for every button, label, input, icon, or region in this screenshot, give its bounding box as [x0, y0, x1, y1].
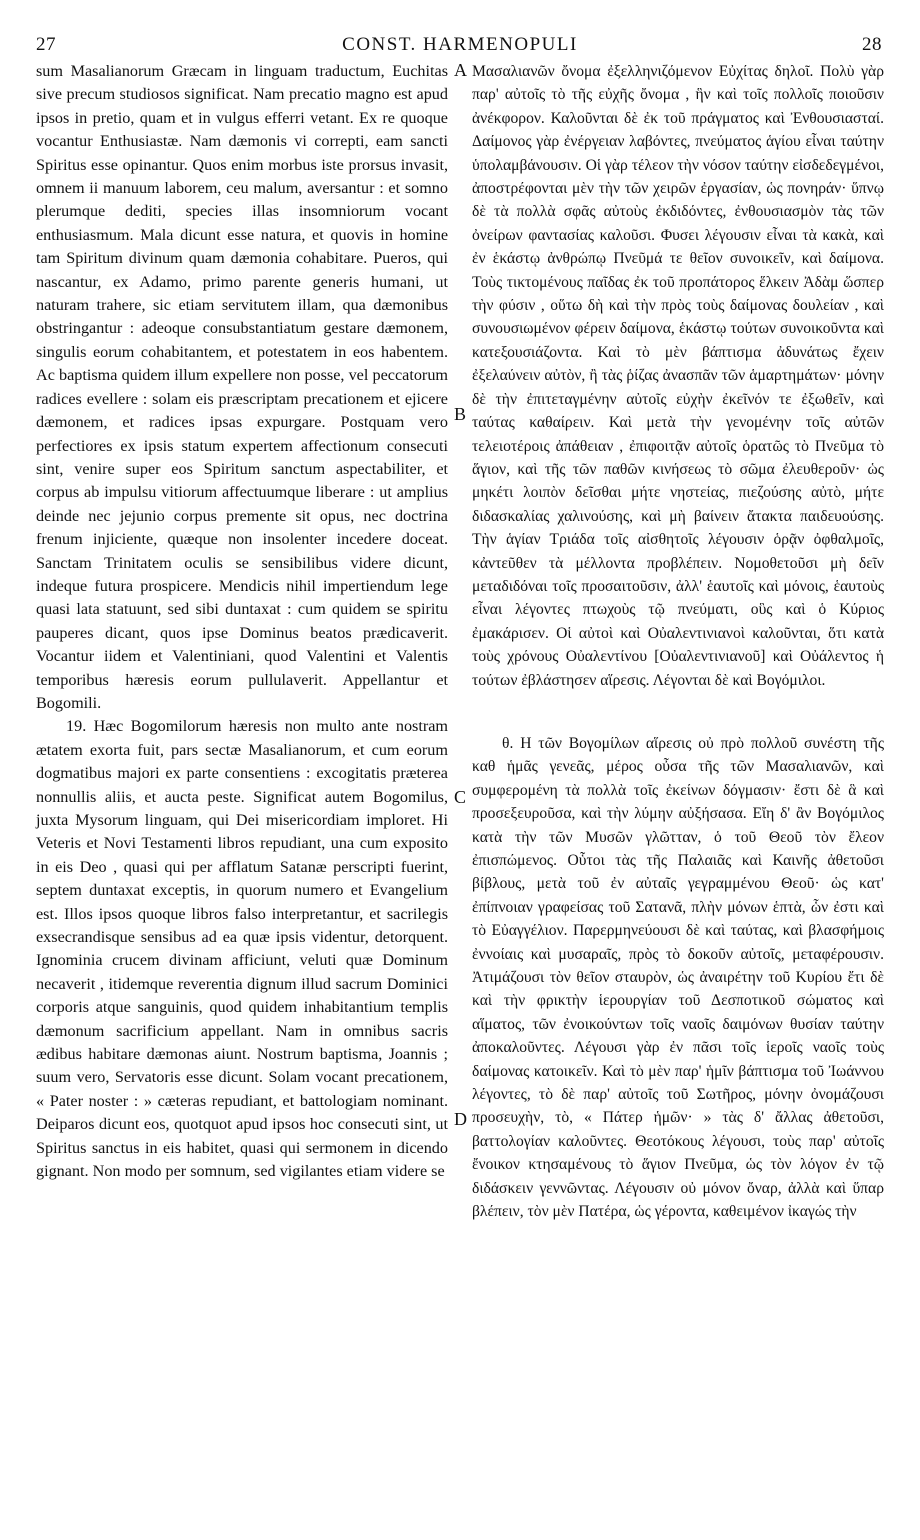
running-title: CONST. HARMENOPULI	[342, 34, 578, 55]
margin-marker-b: B	[454, 404, 467, 424]
greek-paragraph-1: Μασαλιανῶν ὄνομα ἐξελληνιζόμενον Εὐχίτας δηλοῖ. Πολὺ γὰρ παρ' αὐτοῖς τὸ τῆς εὐχῆς ὄνομα , ἣν καὶ τοῖς πολλοῖς ποιοῦσιν ἀνέκφορον. Καλοῦνται δὲ ἐκ τοῦ πράγματος καὶ Ἐνθουσιασταί. Δαίμονος γὰρ ἐνέργειαν λαβόντες, πνεύματος ἁγίου εἶναι ταύτην ὑπολαμβάνουσιν. Οἱ γὰρ τέλεον τὴν νόσον ταύτην εἰσδεδεγμένοι, ἀποστρέφονται μὲν τὴν τῶν χειρῶν ἐργασίαν, ὡς πονηράν· ὕπνῳ δὲ τὰ πολλὰ σφᾶς αὐτοὺς ἐκδιδόντες, ἐνθουσιασμὸν τὰς τῶν ὀνείρων φαντασίας καλοῦσι. Φυσει λέγουσιν εἶναι τὰ κακὰ, καὶ ἐν ἑκάστῳ ἀνθρώπῳ Πνεῦμά τε θεῖον συνοικεῖν, καὶ δαίμονα. Τοὺς τικτομένους παῖδας ἐκ τοῦ προπάτορος ἕλκειν Ἀδὰμ ὥσπερ τὴν φύσιν , οὕτω δὴ καὶ τὴν πρὸς τοὺς δαίμονας δουλείαν , καὶ συνουσιωμένον φέρειν δαίμονα, ἑκάστῳ τούτων συνοικοῦντα καὶ κατεξουσιάζοντα. Καὶ τὸ μὲν βάπτισμα ἀδυνάτως ἔχειν ἐξελαύνειν αὐτὸν, ἢ τὰς ῥίζας ἀνασπᾶν τῶν ἁμαρτημάτων· μόνην δὲ τὴν ἐπιτεταγμένην αὐτοῖς εὐχὴν ἐκεῖνόν τε ἐξωθεῖν, καὶ ταύτας καθαίρειν. Καὶ μετὰ τὴν γενομένην τοῖς αὐτῶν τελειοτέροις ἀπάθειαν , ἐπιφοιτᾷν αὐτοῖς ὁρατῶς τὸ Πνεῦμα τὸ ἅγιον, καὶ τῆς τῶν παθῶν κινήσεως τὸ σῶμα ἐλευθεροῦν· ὡς μηκέτι λοιπὸν δεῖσθαι μήτε νηστείας, πιεζούσης αὐτὸ, μήτε διδασκαλίας χαλινούσης, καὶ μὴ βαίνειν ἄτακτα παιδευούσης. Τὴν ἁγίαν Τριάδα τοῖς αἰσθητοῖς λέγουσιν ὁρᾷν ὀφθαλμοῖς, κἀντεῦθεν τὰ μέλλοντα προβλέπειν. Νομοθετοῦσι μὴ δεῖν μεταδιδόναι τοῖς προσαιτοῦσιν, ἀλλ' ἑαυτοῖς καὶ μόνοις, ἑαυτοὺς εἶναι λέγοντες πτωχοὺς τῷ πνεύματι, οὓς καὶ ὁ Κύριος ἐμακάρισεν. Οἱ αὐτοὶ καὶ Οὐαλεντινιανοὶ καλοῦνται, ὅτι κατὰ τοὺς χρόνους Οὐαλεντίνου [Οὐαλεντινιανοῦ] καὶ Οὐάλεντος ἡ τούτων ἐβλάστησεν αἵρεσις. Λέγονται δὲ καὶ Βογόμιλοι.	[472, 63, 884, 689]
margin-marker-c: C	[454, 787, 467, 807]
latin-paragraph-19: 19. Hæc Bogomilorum hæresis non multo ante nostram ætatem exorta fuit, pars sectæ Masalianorum, et cum eorum dogmatibus majori ex parte consentiens : excogitatis præterea nonnullis aliis, et aucta peste. Significat autem Bogomilus, juxta Mysorum linguam, qui Dei misericordiam imploret. Hi Veteris et Novi Testamenti libros repudiant, una cum exposito in eis Deo , quasi qui per afflatum Satanæ perscripti fuerint, septem duntaxat exceptis, in quorum numero et Evangelium est. Illos ipsos quoque libros falso interpretantur, et sacrilegis exsecrandisque sensibus ad ea quæ ipsis videntur, detorquent. Ignominia crucem divinam afficiunt, veluti quæ Dominum necaverit , itidemque reverentia dignum illud sacrum Dominici corporis atque sanguinis, quod quidem inhabitantium templis dæmonum sacrificium appellant. Nam in omnibus sacris ædibus habitare dæmonas aiunt. Nostrum baptisma, Joannis ; suum vero, Servatoris esse dicunt. Solam vocant precationem, « Pater noster : » cæteras repudiant, et battologiam nominant. Deiparos dicunt eos, quotquot apud ipsos hoc consecuti sint, ut Spiritus sanctus in eis habitet, quasi qui sermonem in dicendo gignant. Non modo per somnum, sed vigilantes etiam videre se	[36, 717, 448, 1181]
margin-marker-a: A	[454, 60, 467, 80]
margin-marker-d: D	[454, 1109, 467, 1129]
page-number-right: 28	[862, 34, 882, 55]
page-number-left: 27	[36, 34, 56, 55]
latin-paragraph-1: sum Masalianorum Græcam in linguam traductum, Euchitas sive precum studiosos significat. Nam precatio magno est apud ipsos in pretio, quam et in vulgus efferri vetant. Ex re quoque vocantur Enthusiastæ. Nam dæmonis vi correpti, eam sancti Spiritus esse opinantur. Quos enim morbus iste prorsus invasit, omnem ii manuum laborem, ceu malum, aversantur : et somno plerumque dediti, species illas insomniorum vocant enthusiasmum. Mala dicunt esse natura, et quovis in homine tam Spiritum divinum quam dæmonia cohabitare. Pueros, qui nascantur, ex Adamo, primo parente generis humani, ut naturam trahere, sic etiam servitutem illam, qua dæmonibus obstringantur : adeoque consubstantiatum gestare dæmonem, singulis eorum cohabitantem, et potestatem in eos habentem. Ac baptisma quidem illum expellere non posse, vel peccatorum radices evellere : solam eis præscriptam precationem et ejicere dæmonem, et radices ipsas expurgare. Postquam vero perfectiores ex ipsis statum expertem affectionum consecuti sint, venire super eos Spiritum sanctum aspectabiliter, et corpus ab impulsu vitiorum affectuumque liberare : ut amplius deinde nec jejunio corpus premente sit opus, nec doctrina frenum injiciente, quæque non insolenter incedere doceat. Sanctam Trinitatem oculis se sensibilibus videre dicunt, indeque futura prospicere. Mendicis nihil impertiendum lege quasi lata statuunt, sed sibi duntaxat : cum quidem se spiritu pauperes dicant, quos ipse Dominus beatos prædicaverit. Vocantur iidem et Valentiniani, quod Valentini et Valentis temporibus hæresis eorum pullulaverit. Appellantur et Bogomili.	[36, 62, 448, 712]
greek-column	[472, 60, 884, 1224]
greek-paragraph-9: θ. Η τῶν Βογομίλων αἵρεσις οὐ πρὸ πολλοῦ συνέστη τῆς καθ ἡμᾶς γενεᾶς, μέρος οὖσα τῆς τῶν Μασαλιανῶν, καὶ συμφερομένη τὰ πολλὰ τοῖς ἐκείνων δόγμασιν· ἔστι δὲ ἃ καὶ προσεξευροῦσα, καὶ τὴν λύμην αὐξήσασα. Εἴη δ' ἂν Βογόμιλος κατὰ τὴν τῶν Μυσῶν γλῶτταν, ὁ τοῦ Θεοῦ τὸν ἔλεον ἐπισπώμενος. Οὗτοι τὰς τῆς Παλαιᾶς καὶ Καινῆς ἀθετοῦσι βίβλους, μετὰ τοῦ ἐν αὐταῖς γεγραμμένου Θεοῦ· ὡς κατ' ἐπίπνοιαν γραφείσας τοῦ Σατανᾶ, πλὴν μόνων ἑπτὰ, ὧν ἐστι καὶ τὸ Εὐαγγέλιον. Παρερμηνεύουσι δὲ καὶ ταύτας, καὶ βλασφήμοις ἐννοίαις καὶ μυσαραῖς, πρὸς τὸ δοκοῦν αὐτοῖς, μεταφέρουσιν. Ἀτιμάζουσι τὸν θεῖον σταυρὸν, ὡς ἀναιρέτην τοῦ Κυρίου ἔτι δὲ καὶ τὴν φρικτὴν ἱερουργίαν τοῦ Δεσποτικοῦ σώματος καὶ αἵματος, τῶν ἐνοικούντων τοῖς ναοῖς δαιμόνων θυσίαν ταύτην ἀποκαλοῦντες. Λέγουσι γὰρ ἐν πᾶσι τοῖς ἱεροῖς ναοῖς τοὺς δαίμονας κατοικεῖν. Καὶ τὸ μὲν παρ' ἡμῖν βάπτισμα τοῦ Ἰωάννου λέγοντες, τὸ δὲ παρ' αὐτοῖς τοῦ Σωτῆρος, μόνην ὀνομάζουσι προσευχὴν, τὸ, « Πάτερ ἡμῶν· » τὰς δ' ἄλλας ἀθετοῦσι, βαττολογίαν καλοῦντες. Θεοτόκους λέγουσι, τοὺς παρ' αὐτοῖς ἔνοικον κτησαμένους τὸ ἅγιον Πνεῦμα, ὡς τὸν λόγον ἐν τῷ διδάσκειν γεννῶντας. Λέγουσιν οὐ μόνον ὄναρ, ἀλλὰ καὶ ὕπαρ βλέπειν, τὸν μὲν Πατέρα, ὡς γέροντα, καθειμένον ἰκαγώς τὴν	[472, 734, 884, 1221]
latin-column	[36, 60, 448, 1184]
